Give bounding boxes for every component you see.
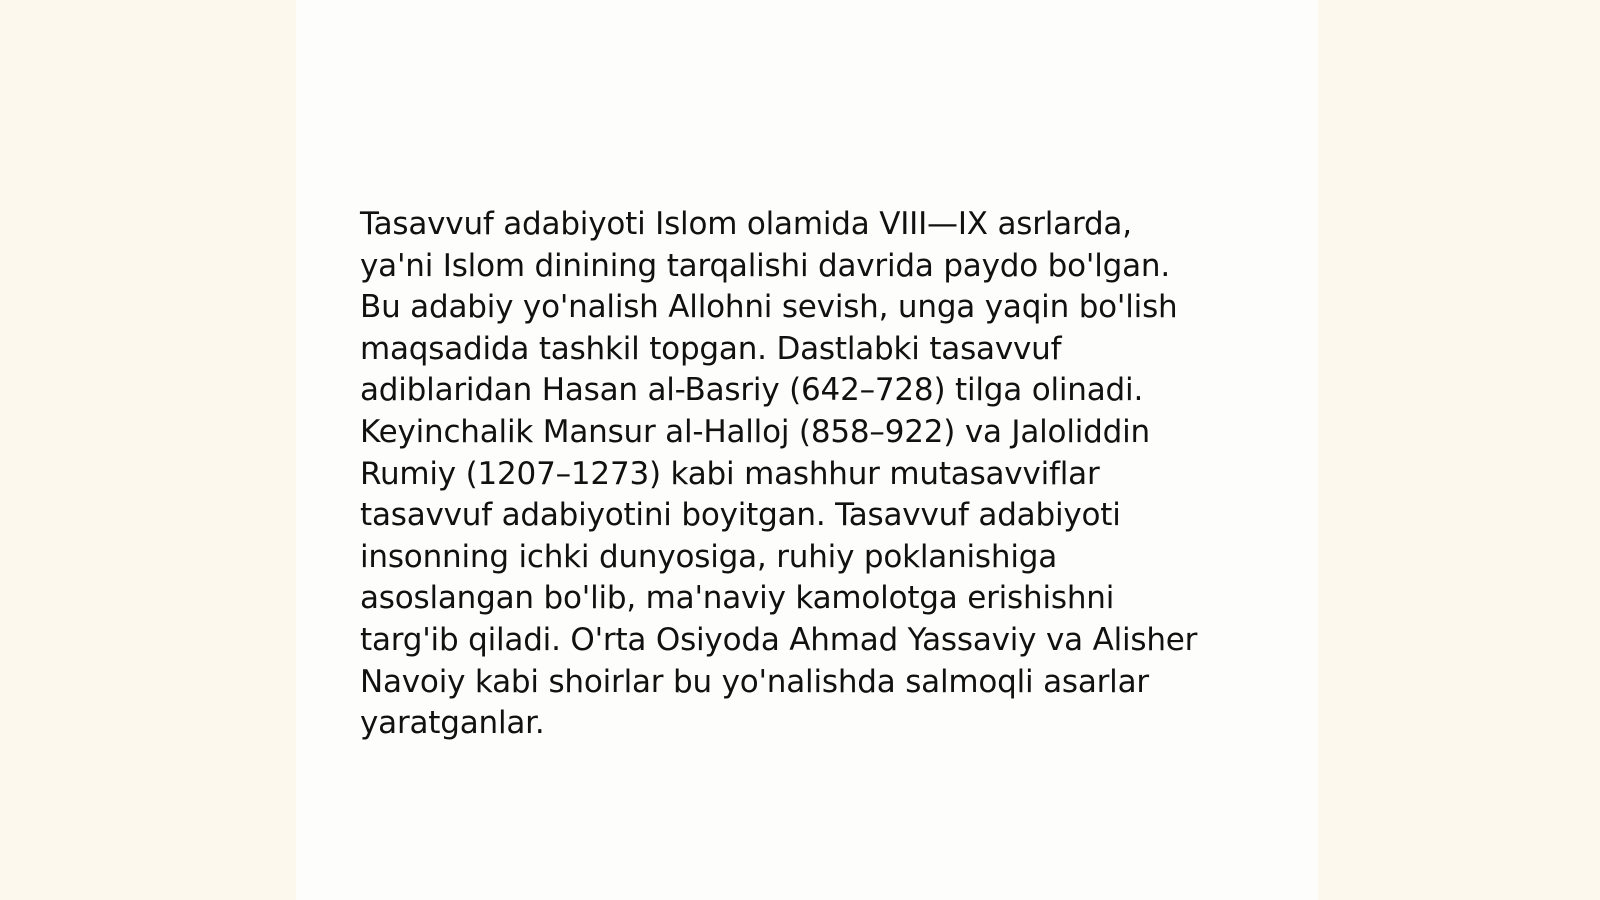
slide-body-text (360, 204, 1260, 745)
text-line: Bu adabiy yo'nalish Allohni sevish, unga yaqin bo'lish (360, 289, 1178, 326)
slide (296, 0, 1318, 900)
text-line: ya'ni Islom dinining tarqalishi davrida paydo bo'lgan. (360, 247, 1170, 284)
text-line: maqsadida tashkil topgan. Dastlabki tasavvuf (360, 330, 1062, 367)
text-line: Rumiy (1207–1273) kabi mashhur mutasavviflar (360, 455, 1100, 492)
text-line: Tasavvuf adabiyoti Islom olamida VIII—IX asrlarda, (360, 206, 1132, 242)
text-line: asoslangan bo'lib, ma'naviy kamolotga erishishni (360, 580, 1115, 617)
text-line: tasavvuf adabiyotini boyitgan. Tasavvuf adabiyoti (360, 497, 1121, 534)
text-line: insonning ichki dunyosiga, ruhiy poklanishiga (360, 538, 1058, 575)
text-line: Keyinchalik Mansur al-Halloj (858–922) va Jaloliddin (360, 413, 1150, 450)
text-line: yaratganlar. (360, 705, 545, 742)
text-line: targ'ib qiladi. O'rta Osiyoda Ahmad Yassaviy va Alisher (360, 621, 1198, 658)
text-line: adiblaridan Hasan al-Basriy (642–728) tilga olinadi. (360, 372, 1144, 409)
text-line: Navoiy kabi shoirlar bu yo'nalishda salmoqli asarlar (360, 663, 1149, 700)
